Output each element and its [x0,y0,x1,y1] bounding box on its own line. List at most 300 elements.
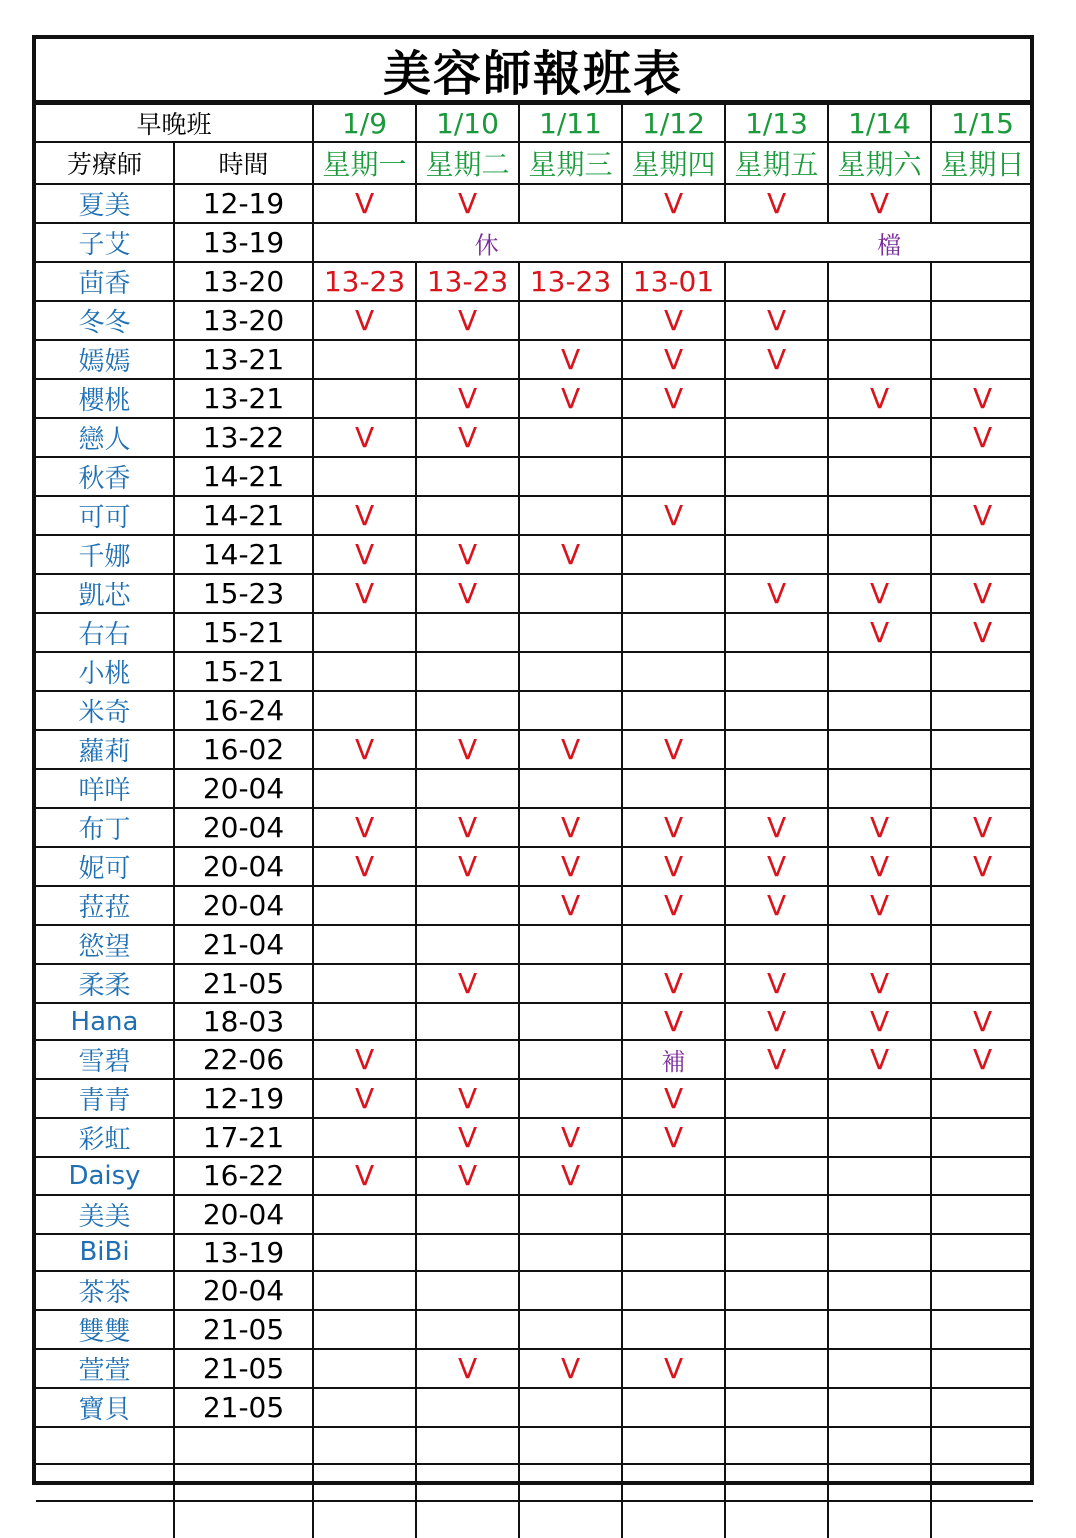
shift-check-mark: V [828,808,931,847]
table-row [36,886,1033,925]
schedule-note: 檔 [877,231,902,259]
empty-cell [931,457,1033,496]
shift-check-mark: V [313,496,416,535]
therapist-name: 青青 [36,1079,174,1118]
empty-cell [725,769,828,808]
therapist-name [36,1501,174,1537]
shift-check-mark: V [931,379,1033,418]
table-row [36,1195,1033,1234]
shift-cell-note: 補 [622,1040,725,1079]
shift-check-mark: V [416,1349,519,1388]
shift-check-mark: V [725,340,828,379]
shift-hours: 15-21 [174,652,313,691]
empty-cell [416,457,519,496]
empty-cell [519,964,622,1003]
table-row [36,496,1033,535]
therapist-name: 蘿莉 [36,730,174,769]
date-header: 1/13 [725,104,828,142]
empty-cell [622,1195,725,1234]
empty-cell [931,262,1033,301]
therapist-name [36,1464,174,1501]
shift-hours: 20-04 [174,808,313,847]
shift-hours: 16-22 [174,1157,313,1194]
empty-cell [622,1271,725,1310]
shift-check-mark: V [622,340,725,379]
shift-cell-note: 13-01 [622,262,725,301]
therapist-name: 咩咩 [36,769,174,808]
table-row [36,184,1033,223]
empty-cell [416,925,519,964]
empty-cell [519,1427,622,1464]
empty-cell [313,1349,416,1388]
shift-label: 早晚班 [36,104,313,142]
empty-cell [828,1271,931,1310]
empty-cell [931,886,1033,925]
therapist-name: 寶貝 [36,1388,174,1427]
time-column-header: 時間 [174,142,313,184]
table-row [36,1427,1033,1464]
empty-cell [313,457,416,496]
shift-check-mark: V [622,1003,725,1040]
shift-check-mark: V [416,184,519,223]
empty-cell [931,1388,1033,1427]
empty-cell [828,730,931,769]
shift-check-mark: V [519,847,622,886]
shift-hours: 14-21 [174,496,313,535]
shift-check-mark: V [828,379,931,418]
empty-cell [828,1464,931,1501]
empty-cell [725,262,828,301]
shift-check-mark: V [725,1040,828,1079]
shift-check-mark: V [519,886,622,925]
empty-cell [931,1349,1033,1388]
empty-cell [931,1271,1033,1310]
empty-cell [519,496,622,535]
empty-cell [519,1040,622,1079]
empty-cell [622,574,725,613]
table-row [36,1157,1033,1194]
shift-check-mark: V [416,1079,519,1118]
therapist-name: 米奇 [36,691,174,730]
shift-hours [174,1427,313,1464]
empty-cell [519,1195,622,1234]
shift-hours: 14-21 [174,457,313,496]
shift-cell-note: 13-23 [519,262,622,301]
empty-cell [622,1427,725,1464]
empty-cell [828,1234,931,1271]
header-row-weekdays [36,142,1033,184]
therapist-name: 妮可 [36,847,174,886]
shift-check-mark: V [519,340,622,379]
therapist-name: 萱萱 [36,1349,174,1388]
shift-check-mark: V [416,730,519,769]
empty-cell [313,1118,416,1157]
table-row [36,574,1033,613]
shift-check-mark: V [622,496,725,535]
shift-check-mark: V [931,418,1033,457]
empty-cell [931,691,1033,730]
therapist-name: 戀人 [36,418,174,457]
shift-check-mark: V [725,184,828,223]
table-row [36,262,1033,301]
shift-hours: 14-21 [174,535,313,574]
empty-cell [313,652,416,691]
therapist-name: 右右 [36,613,174,652]
table-row [36,457,1033,496]
shift-check-mark: V [313,847,416,886]
empty-cell [931,1118,1033,1157]
empty-cell [519,1271,622,1310]
shift-check-mark: V [313,1040,416,1079]
shift-check-mark: V [931,574,1033,613]
empty-cell [931,535,1033,574]
therapist-name: 子艾 [36,223,174,262]
therapist-name: 秋香 [36,457,174,496]
weekday-header: 星期一 [313,142,416,184]
therapist-name: 冬冬 [36,301,174,340]
empty-cell [828,652,931,691]
shift-check-mark: V [416,1118,519,1157]
empty-cell [725,730,828,769]
date-header: 1/9 [313,104,416,142]
shift-hours: 17-21 [174,1118,313,1157]
shift-check-mark: V [931,808,1033,847]
page-title: 美容師報班表 [36,39,1030,103]
empty-cell [519,1003,622,1040]
empty-cell [416,1310,519,1349]
shift-check-mark: V [416,379,519,418]
therapist-name: 雪碧 [36,1040,174,1079]
shift-hours: 21-05 [174,964,313,1003]
shift-check-mark: V [622,847,725,886]
table-row [36,769,1033,808]
empty-cell [313,691,416,730]
empty-cell [622,457,725,496]
empty-cell [828,691,931,730]
shift-check-mark: V [622,808,725,847]
shift-hours: 20-04 [174,886,313,925]
shift-check-mark: V [313,535,416,574]
therapist-name: 茶茶 [36,1271,174,1310]
empty-cell [519,184,622,223]
shift-hours: 22-06 [174,1040,313,1079]
empty-cell [519,457,622,496]
shift-check-mark: V [828,964,931,1003]
table-row [36,535,1033,574]
empty-cell [725,496,828,535]
empty-cell [622,613,725,652]
table-row [36,652,1033,691]
empty-cell [313,769,416,808]
empty-cell [313,1310,416,1349]
shift-check-mark: V [313,730,416,769]
therapist-name: 布丁 [36,808,174,847]
empty-cell [622,1234,725,1271]
empty-cell [931,769,1033,808]
empty-cell [931,301,1033,340]
shift-hours: 13-21 [174,379,313,418]
shift-check-mark: V [416,1157,519,1194]
shift-check-mark: V [931,496,1033,535]
header-row-dates [36,104,1033,142]
shift-hours: 16-24 [174,691,313,730]
shift-check-mark: V [828,184,931,223]
empty-cell [725,691,828,730]
empty-cell [931,652,1033,691]
shift-hours [174,1464,313,1501]
empty-cell [828,769,931,808]
table-row [36,691,1033,730]
shift-hours: 20-04 [174,847,313,886]
shift-hours: 13-20 [174,301,313,340]
empty-cell [416,1427,519,1464]
empty-cell [828,1079,931,1118]
shift-hours: 18-03 [174,1003,313,1040]
empty-cell [828,535,931,574]
empty-cell [416,496,519,535]
empty-cell [519,1501,622,1537]
date-header: 1/15 [931,104,1033,142]
date-header: 1/12 [622,104,725,142]
shift-check-mark: V [931,1003,1033,1040]
weekday-header: 星期三 [519,142,622,184]
shift-hours [174,1501,313,1537]
empty-cell [519,1310,622,1349]
empty-cell [313,613,416,652]
therapist-name: 可可 [36,496,174,535]
shift-check-mark: V [313,418,416,457]
shift-check-mark: V [416,418,519,457]
empty-cell [313,1271,416,1310]
shift-check-mark: V [828,613,931,652]
empty-cell [519,1079,622,1118]
empty-cell [416,1388,519,1427]
shift-hours: 13-20 [174,262,313,301]
empty-cell [828,1349,931,1388]
empty-cell [725,1388,828,1427]
therapist-name: 茴香 [36,262,174,301]
empty-cell [725,1501,828,1537]
table-row [36,964,1033,1003]
therapist-name: 美美 [36,1195,174,1234]
empty-cell [313,1427,416,1464]
empty-cell [725,613,828,652]
date-header: 1/10 [416,104,519,142]
shift-check-mark: V [725,964,828,1003]
shift-hours: 20-04 [174,1195,313,1234]
table-row [36,1040,1033,1079]
empty-cell [931,1310,1033,1349]
empty-cell [519,1234,622,1271]
empty-cell [622,1501,725,1537]
table-row [36,379,1033,418]
empty-cell [313,340,416,379]
empty-cell [519,691,622,730]
shift-check-mark: V [725,808,828,847]
empty-cell [931,184,1033,223]
shift-check-mark: V [622,1079,725,1118]
table-row [36,847,1033,886]
therapist-name: 柔柔 [36,964,174,1003]
shift-check-mark: V [519,1118,622,1157]
shift-check-mark: V [519,379,622,418]
shift-hours: 20-04 [174,769,313,808]
weekday-header: 星期四 [622,142,725,184]
schedule-table [36,103,1033,1538]
empty-cell [622,418,725,457]
shift-check-mark: V [828,1003,931,1040]
empty-cell [725,652,828,691]
shift-cell-note: 13-23 [416,262,519,301]
therapist-name: 夏美 [36,184,174,223]
empty-cell [828,1118,931,1157]
shift-check-mark: V [725,301,828,340]
therapist-name: 千娜 [36,535,174,574]
shift-check-mark: V [725,574,828,613]
shift-check-mark: V [622,730,725,769]
shift-check-mark: V [828,574,931,613]
empty-cell [416,691,519,730]
shift-check-mark: V [313,574,416,613]
empty-cell [622,691,725,730]
shift-check-mark: V [622,301,725,340]
therapist-name: 櫻桃 [36,379,174,418]
table-row [36,1464,1033,1501]
table-row [36,223,1033,262]
empty-cell [828,1388,931,1427]
empty-cell [313,1464,416,1501]
shift-check-mark: V [931,1040,1033,1079]
empty-cell [622,769,725,808]
table-row [36,340,1033,379]
date-header: 1/14 [828,104,931,142]
empty-cell [828,262,931,301]
shift-check-mark: V [828,886,931,925]
table-row [36,301,1033,340]
empty-cell [313,379,416,418]
shift-hours: 21-05 [174,1310,313,1349]
table-row [36,808,1033,847]
weekday-header: 星期五 [725,142,828,184]
schedule-body [36,184,1033,1538]
empty-cell [622,1310,725,1349]
shift-check-mark: V [313,184,416,223]
empty-cell [931,730,1033,769]
empty-cell [828,1195,931,1234]
empty-cell [313,1501,416,1537]
shift-check-mark: V [416,574,519,613]
therapist-name: 凱芯 [36,574,174,613]
table-row [36,613,1033,652]
shift-hours: 15-23 [174,574,313,613]
empty-cell [725,925,828,964]
shift-check-mark: V [622,1118,725,1157]
shift-check-mark: V [313,301,416,340]
empty-cell [519,301,622,340]
table-row [36,418,1033,457]
therapist-name: 小桃 [36,652,174,691]
shift-check-mark: V [622,1349,725,1388]
empty-cell [725,418,828,457]
shift-hours: 15-21 [174,613,313,652]
empty-cell [725,1310,828,1349]
therapist-name: 慾望 [36,925,174,964]
empty-cell [725,1271,828,1310]
empty-cell [416,1464,519,1501]
shift-check-mark: V [519,730,622,769]
empty-cell [828,496,931,535]
empty-cell [313,886,416,925]
weekday-header: 星期六 [828,142,931,184]
empty-cell [622,535,725,574]
empty-cell [725,1195,828,1234]
shift-check-mark: V [313,808,416,847]
shift-check-mark: V [622,184,725,223]
empty-cell [416,886,519,925]
empty-cell [519,418,622,457]
shift-hours: 12-19 [174,184,313,223]
shift-check-mark: V [519,1157,622,1194]
empty-cell [725,1427,828,1464]
empty-cell [519,1388,622,1427]
empty-cell [828,1501,931,1537]
empty-cell [313,1195,416,1234]
empty-cell [931,964,1033,1003]
empty-cell [725,1234,828,1271]
empty-cell [313,1388,416,1427]
empty-cell [725,1464,828,1501]
empty-cell [416,1271,519,1310]
empty-cell [828,418,931,457]
shift-check-mark: V [416,964,519,1003]
schedule-note: 休 [474,231,499,259]
empty-cell [828,340,931,379]
table-row [36,1310,1033,1349]
empty-cell [828,925,931,964]
shift-check-mark: V [622,964,725,1003]
therapist-name: 彩虹 [36,1118,174,1157]
shift-check-mark: V [622,379,725,418]
empty-cell [931,925,1033,964]
therapist-name: 菈菈 [36,886,174,925]
empty-cell [931,1157,1033,1194]
empty-cell [519,925,622,964]
shift-hours: 20-04 [174,1271,313,1310]
shift-cell-note: 13-23 [313,262,416,301]
empty-cell [416,1040,519,1079]
shift-check-mark: V [519,535,622,574]
shift-check-mark: V [313,1157,416,1194]
empty-cell [622,925,725,964]
shift-hours: 21-04 [174,925,313,964]
empty-cell [416,652,519,691]
empty-cell [519,613,622,652]
weekday-header: 星期日 [931,142,1033,184]
shift-check-mark: V [416,808,519,847]
shift-hours: 13-19 [174,223,313,262]
shift-hours: 13-21 [174,340,313,379]
empty-cell [416,340,519,379]
empty-cell [931,1234,1033,1271]
empty-cell [725,1079,828,1118]
table-row [36,1349,1033,1388]
table-row [36,1501,1033,1537]
shift-check-mark: V [622,886,725,925]
shift-check-mark: V [931,613,1033,652]
empty-cell [622,1388,725,1427]
empty-cell [931,1079,1033,1118]
name-column-header: 芳療師 [36,142,174,184]
